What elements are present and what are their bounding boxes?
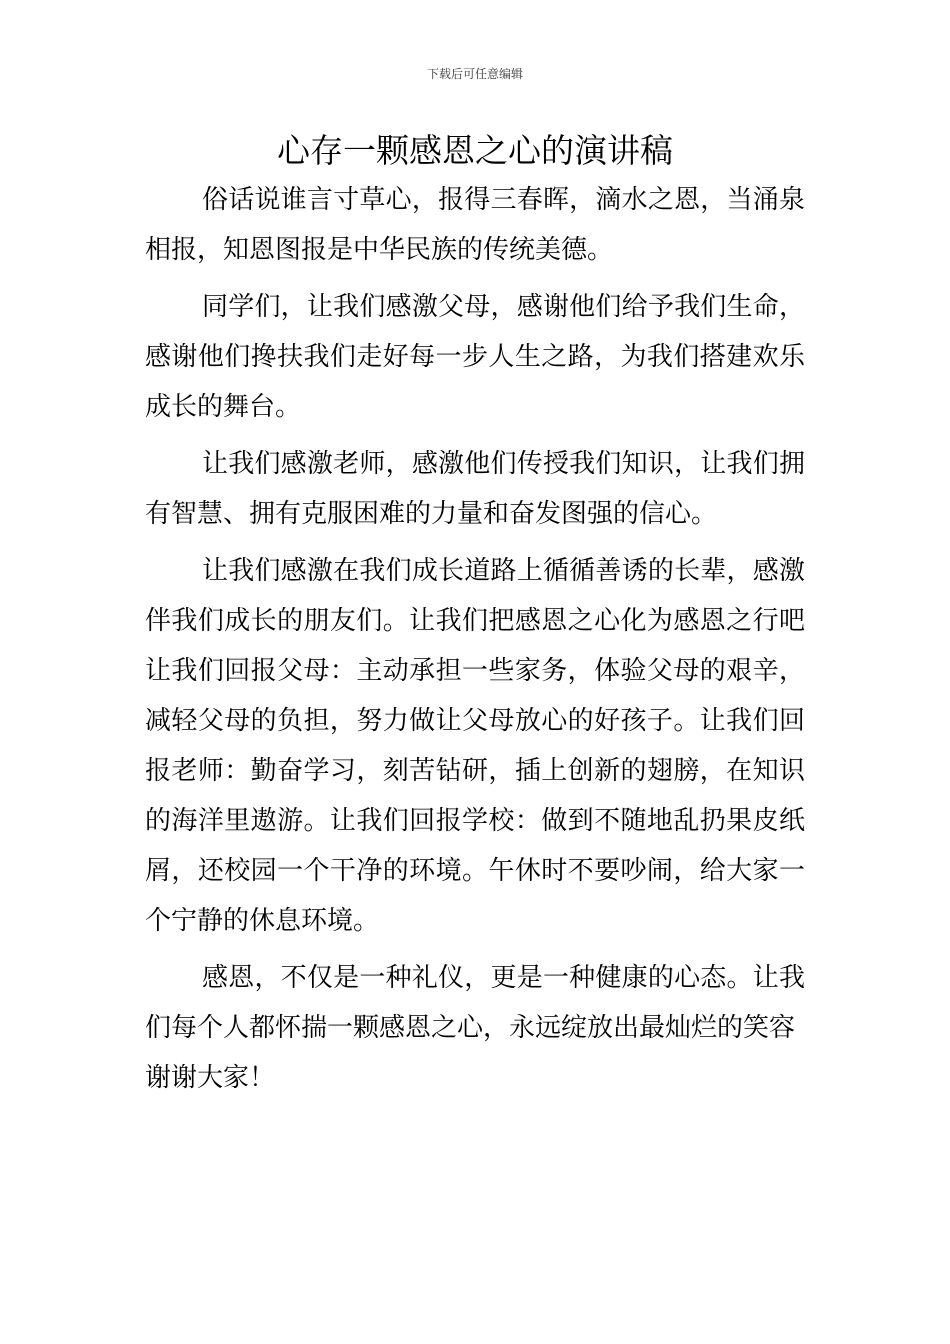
- document-title: 心存一颗感恩之心的演讲稿: [277, 131, 673, 170]
- closing-line: 谢谢大家！: [145, 1063, 276, 1093]
- paragraph-1: 俗话说谁言寸草心，报得三春晖，滴水之恩，当涌泉相报，知恩图报是中华民族的传统美德。: [145, 185, 805, 265]
- paragraph-3: 让我们感激老师，感激他们传授我们知识，让我们拥有智慧、拥有克服困难的力量和奋发图强的信心。: [145, 449, 805, 529]
- paragraph-5: 感恩，不仅是一种礼仪，更是一种健康的心态。让我们每个人都怀揣一颗感恩之心，永远绽放出最灿烂的笑容: [145, 963, 805, 1043]
- paragraph-4: 让我们感激在我们成长道路上循循善诱的长辈，感激伴我们成长的朋友们。让我们把感恩之心化为感恩之行吧让我们回报父母：主动承担一些家务，体验父母的艰辛，减轻父母的负担，努力做让父母放心的好孩子。让我们回报老师：勤奋学习，刻苦钻研，插上创新的翅膀，在知识的海洋里遨游。让我们回报学校：做到不随地乱扔果皮纸屑，还校园一个干净的环境。午休时不要吵闹，给大家一个宁静的休息环境。: [145, 556, 805, 936]
- document-body: [145, 175, 805, 1103]
- paragraph-2: 同学们，让我们感激父母，感谢他们给予我们生命，感谢他们搀扶我们走好每一步人生之路，为我们搭建欢乐成长的舞台。: [145, 292, 805, 422]
- header-note: 下载后可任意编辑: [426, 67, 523, 81]
